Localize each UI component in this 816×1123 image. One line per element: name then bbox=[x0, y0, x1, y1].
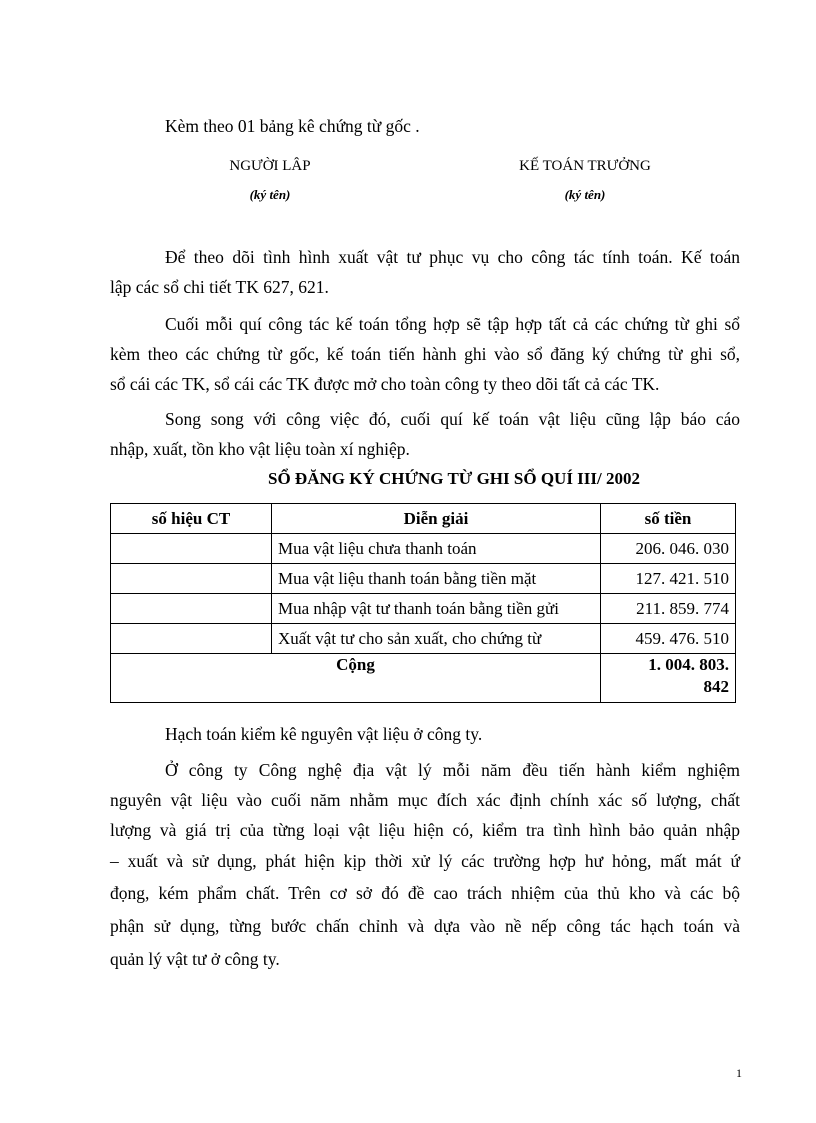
table-row bbox=[111, 534, 736, 564]
preparer-sign-note: (ký tên) bbox=[249, 187, 291, 202]
paragraph-5-line-4: – xuất và sử dụng, phát hiện kịp thời xử lý các trường hợp hư hỏng, mất mát ứ bbox=[110, 851, 740, 871]
paragraph-3-line-1: Song song với công việc đó, cuối quí kế toán vật liệu cũng lập báo cáo bbox=[165, 409, 740, 429]
attachment-note: Kèm theo 01 bảng kê chứng từ gốc . bbox=[165, 116, 420, 136]
paragraph-2-line-3: sổ cái các TK, sổ cái các TK được mở cho toàn công ty theo dõi tất cả các TK. bbox=[110, 374, 660, 394]
row-description: Mua nhập vật tư thanh toán bằng tiền gửi bbox=[272, 594, 601, 624]
row-amount: 459. 476. 510 bbox=[601, 624, 736, 654]
header-description: Diễn giải bbox=[272, 504, 601, 534]
row-amount: 211. 859. 774 bbox=[601, 594, 736, 624]
table-row bbox=[111, 594, 736, 624]
table-total-row bbox=[111, 654, 736, 703]
row-voucher-code bbox=[111, 594, 272, 624]
table-header-row bbox=[111, 504, 736, 534]
total-value-line-2: 842 bbox=[703, 677, 729, 696]
paragraph-5-line-7: quản lý vật tư ở công ty. bbox=[110, 949, 280, 969]
header-voucher-code: số hiệu CT bbox=[111, 504, 272, 534]
row-amount: 127. 421. 510 bbox=[601, 564, 736, 594]
row-amount: 206. 046. 030 bbox=[601, 534, 736, 564]
row-voucher-code bbox=[111, 534, 272, 564]
paragraph-4: Hạch toán kiểm kê nguyên vật liệu ở công ty. bbox=[165, 724, 483, 744]
total-value bbox=[601, 654, 736, 703]
paragraph-3-line-2: nhập, xuất, tồn kho vật liệu toàn xí nghiệp. bbox=[110, 439, 410, 459]
total-label: Cộng bbox=[111, 654, 601, 703]
row-description: Mua vật liệu thanh toán bằng tiền mặt bbox=[272, 564, 601, 594]
paragraph-5-line-1: Ở công ty Công nghệ địa vật lý mỗi năm đều tiến hành kiểm nghiệm bbox=[165, 760, 740, 780]
total-value-line-1: 1. 004. 803. bbox=[648, 655, 729, 674]
row-description: Xuất vật tư cho sản xuất, cho chứng từ bbox=[272, 624, 601, 654]
table-row bbox=[111, 564, 736, 594]
paragraph-1-line-1: Để theo dõi tình hình xuất vật tư phục vụ cho công tác tính toán. Kế toán bbox=[165, 247, 740, 267]
paragraph-5-line-6: phận sử dụng, từng bước chấn chỉnh và dựa vào nề nếp công tác hạch toán và bbox=[110, 916, 740, 936]
page-number: 1 bbox=[736, 1066, 742, 1080]
paragraph-5-line-2: nguyên vật liệu vào cuối năm nhằm mục đích xác định chính xác số lượng, chất bbox=[110, 790, 740, 810]
register-table-title: SỔ ĐĂNG KÝ CHỨNG TỪ GHI SỔ QUÍ III/ 2002 bbox=[268, 469, 640, 488]
voucher-register-table bbox=[110, 503, 736, 703]
header-amount: số tiền bbox=[601, 504, 736, 534]
paragraph-5-line-5: đọng, kém phẩm chất. Trên cơ sở đó đề cao trách nhiệm của thủ kho và các bộ bbox=[110, 883, 740, 903]
row-voucher-code bbox=[111, 624, 272, 654]
paragraph-2-line-2: kèm theo các chứng từ gốc, kế toán tiến hành ghi vào sổ đăng ký chứng từ ghi sổ, bbox=[110, 344, 740, 364]
paragraph-2-line-1: Cuối mỗi quí công tác kế toán tổng hợp sẽ tập hợp tất cả các chứng từ ghi sổ bbox=[165, 314, 740, 334]
chief-accountant-title: KẾ TOÁN TRƯỞNG bbox=[519, 158, 651, 174]
paragraph-1-line-2: lập các sổ chi tiết TK 627, 621. bbox=[110, 277, 329, 297]
preparer-title: NGƯỜI LÂP bbox=[229, 158, 311, 174]
row-description: Mua vật liệu chưa thanh toán bbox=[272, 534, 601, 564]
table-row bbox=[111, 624, 736, 654]
row-voucher-code bbox=[111, 564, 272, 594]
chief-accountant-sign-note: (ký tên) bbox=[564, 187, 606, 202]
paragraph-5-line-3: lượng và giá trị của từng loại vật liệu hiện có, kiểm tra tình hình bảo quản nhập bbox=[110, 820, 740, 840]
